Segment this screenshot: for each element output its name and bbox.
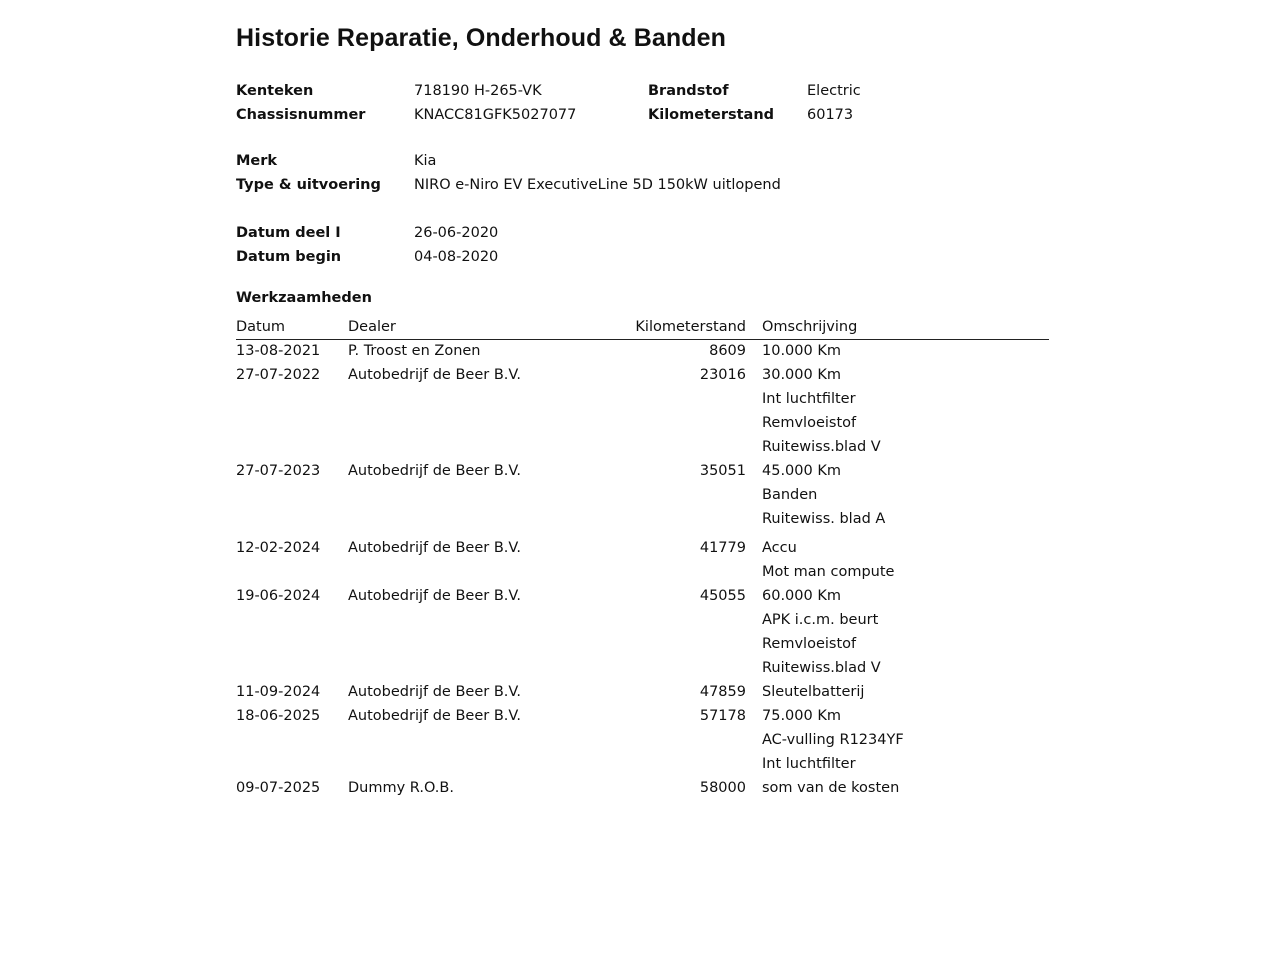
table-row <box>236 680 1049 704</box>
omschrijving-line: Remvloeistof <box>762 636 857 652</box>
row-omschrijving <box>762 536 1049 584</box>
omschrijving-line: 30.000 Km <box>762 367 841 383</box>
row-kilometerstand: 45055 <box>699 588 746 604</box>
table-row <box>236 459 1049 531</box>
brandstof-value: Electric <box>807 83 861 99</box>
table-body <box>236 339 1049 800</box>
row-dealer: Autobedrijf de Beer B.V. <box>348 463 522 479</box>
row-omschrijving <box>762 776 1049 800</box>
row-date: 11-09-2024 <box>236 684 321 700</box>
omschrijving-line: Int luchtfilter <box>762 756 856 772</box>
row-dealer: Autobedrijf de Beer B.V. <box>348 588 522 604</box>
row-dealer: Dummy R.O.B. <box>348 780 454 796</box>
omschrijving-line: 60.000 Km <box>762 588 841 604</box>
row-kilometerstand: 23016 <box>699 367 746 383</box>
kilometerstand-value: 60173 <box>807 107 854 123</box>
omschrijving-line: Ruitewiss.blad V <box>762 439 881 455</box>
row-kilometerstand: 47859 <box>699 684 746 700</box>
table-row <box>236 704 1049 776</box>
kenteken-value: 718190 H-265-VK <box>414 83 542 99</box>
omschrijving-line: Int luchtfilter <box>762 391 856 407</box>
type-label: Type & uitvoering <box>236 177 381 193</box>
row-kilometerstand: 41779 <box>699 540 746 556</box>
omschrijving-line: 75.000 Km <box>762 708 841 724</box>
chassis-value: KNACC81GFK5027077 <box>414 107 577 123</box>
row-dealer: Autobedrijf de Beer B.V. <box>348 367 522 383</box>
row-dealer: Autobedrijf de Beer B.V. <box>348 540 522 556</box>
omschrijving-line: AC-vulling R1234YF <box>762 732 904 748</box>
row-kilometerstand: 8609 <box>709 343 746 359</box>
datum-begin-value: 04-08-2020 <box>414 249 499 265</box>
table-row <box>236 776 1049 800</box>
brandstof-label: Brandstof <box>648 83 729 99</box>
row-date: 27-07-2022 <box>236 367 321 383</box>
document-page <box>236 22 1049 796</box>
header-omschrijving: Omschrijving <box>762 319 858 335</box>
row-date: 09-07-2025 <box>236 780 321 796</box>
table-row <box>236 584 1049 680</box>
row-kilometerstand: 35051 <box>699 463 746 479</box>
merk-value: Kia <box>414 153 437 169</box>
header-dealer: Dealer <box>348 319 396 335</box>
row-omschrijving <box>762 363 1049 459</box>
type-value: NIRO e-Niro EV ExecutiveLine 5D 150kW uitlopend <box>414 177 781 193</box>
table-row <box>236 536 1049 584</box>
row-kilometerstand: 57178 <box>699 708 746 724</box>
table-row <box>236 339 1049 363</box>
omschrijving-line: Accu <box>762 540 797 556</box>
omschrijving-line: APK i.c.m. beurt <box>762 612 879 628</box>
datum-deel-label: Datum deel I <box>236 225 341 241</box>
omschrijving-line: 10.000 Km <box>762 343 841 359</box>
section-title-werkzaamheden: Werkzaamheden <box>236 290 372 306</box>
row-dealer: Autobedrijf de Beer B.V. <box>348 708 522 724</box>
omschrijving-line: Ruitewiss. blad A <box>762 511 886 527</box>
row-omschrijving <box>762 680 1049 704</box>
row-omschrijving <box>762 584 1049 680</box>
row-date: 19-06-2024 <box>236 588 321 604</box>
table-row <box>236 363 1049 459</box>
row-omschrijving <box>762 339 1049 363</box>
omschrijving-line: 45.000 Km <box>762 463 841 479</box>
table-header <box>236 315 1049 340</box>
page-title: Historie Reparatie, Onderhoud & Banden <box>236 24 726 52</box>
omschrijving-line: Remvloeistof <box>762 415 857 431</box>
kenteken-label: Kenteken <box>236 83 314 99</box>
datum-begin-label: Datum begin <box>236 249 342 265</box>
datum-deel-value: 26-06-2020 <box>414 225 499 241</box>
omschrijving-line: Ruitewiss.blad V <box>762 660 881 676</box>
row-dealer: Autobedrijf de Beer B.V. <box>348 684 522 700</box>
omschrijving-line: Sleutelbatterij <box>762 684 865 700</box>
kilometerstand-label: Kilometerstand <box>648 107 775 123</box>
row-dealer: P. Troost en Zonen <box>348 343 481 359</box>
header-datum: Datum <box>236 319 286 335</box>
row-date: 18-06-2025 <box>236 708 321 724</box>
row-omschrijving <box>762 459 1049 531</box>
row-date: 12-02-2024 <box>236 540 321 556</box>
row-date: 13-08-2021 <box>236 343 321 359</box>
row-kilometerstand: 58000 <box>699 780 746 796</box>
omschrijving-line: Mot man compute <box>762 564 895 580</box>
merk-label: Merk <box>236 153 278 169</box>
row-date: 27-07-2023 <box>236 463 321 479</box>
row-omschrijving <box>762 704 1049 776</box>
header-kilometerstand: Kilometerstand <box>635 319 746 335</box>
omschrijving-line: som van de kosten <box>762 780 900 796</box>
chassis-label: Chassisnummer <box>236 107 366 123</box>
omschrijving-line: Banden <box>762 487 818 503</box>
